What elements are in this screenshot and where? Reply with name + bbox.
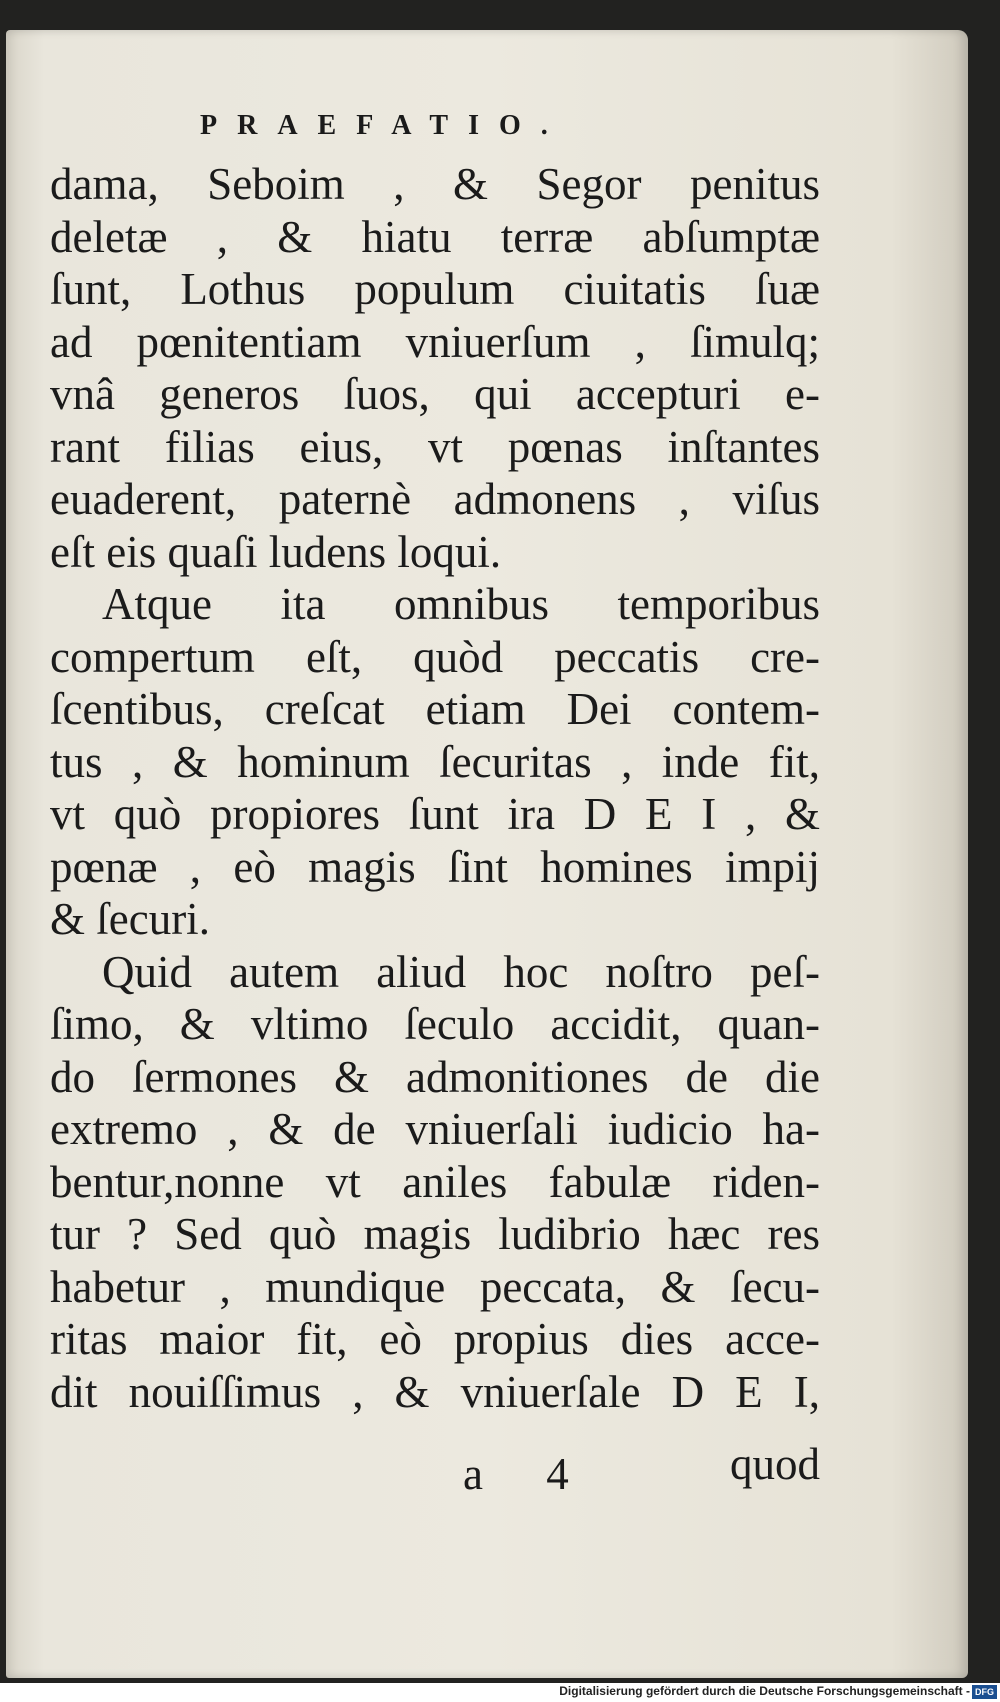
text-line: deletæ , & hiatu terræ abſumptæ <box>50 211 820 262</box>
text-line: tur ? Sed quò magis ludibrio hæc res <box>50 1209 820 1259</box>
text-line: Atque ita omnibus temporibus <box>102 579 820 629</box>
text-line: dit nouiſſimus , & vniuerſale D E I, <box>50 1366 820 1417</box>
body-text <box>50 158 820 1418</box>
text-line: vt quò propiores ſunt ira D E I , & <box>50 789 820 839</box>
text-line: ad pœnitentiam vniuerſum , ſimulq; <box>50 316 820 367</box>
signature-mark: a 4 <box>463 1449 595 1499</box>
text-line: & ſecuri. <box>50 894 210 944</box>
page-footer <box>50 1439 820 1508</box>
running-header: PRAEFATIO. <box>200 110 568 141</box>
catchword: quod <box>730 1439 820 1489</box>
text-line: dama, Seboim , & Segor penitus <box>50 159 820 209</box>
text-line: compertum eſt, quòd peccatis cre- <box>50 631 820 682</box>
text-line: ſunt, Lothus populum ciuitatis ſuæ <box>50 264 820 314</box>
text-line: tus , & hominum ſecuritas , inde fit, <box>50 736 820 787</box>
text-line: euaderent, paternè admonens , viſus <box>50 474 820 524</box>
text-line: rant filias eius, vt pœnas inſtantes <box>50 421 820 472</box>
text-line: extremo , & de vniuerſali iudicio ha- <box>50 1104 820 1154</box>
text-line: habetur , mundique peccata, & ſecu- <box>50 1261 820 1312</box>
text-line: do ſermones & admonitiones de die <box>50 1051 820 1102</box>
text-line: ſcentibus, creſcat etiam Dei contem- <box>50 684 820 734</box>
text-line: Quid autem aliud hoc noſtro peſ- <box>102 946 820 997</box>
funding-credit: Digitalisierung gefördert durch die Deutsche Forschungsgemeinschaft - <box>559 1684 970 1698</box>
text-line: vnâ generos ſuos, qui accepturi e- <box>50 369 820 419</box>
text-line: eſt eis quaſi ludens loqui. <box>50 526 502 577</box>
text-line: ſimo, & vltimo ſeculo accidit, quan- <box>50 999 820 1049</box>
text-line: pœnæ , eò magis ſint homines impij <box>50 841 820 892</box>
credit-bar <box>0 1683 1000 1702</box>
dfg-logo-icon: DFG <box>972 1685 997 1699</box>
text-line: ritas maior fit, eò propius dies acce- <box>50 1314 820 1364</box>
text-line: bentur,nonne vt aniles fabulæ riden- <box>50 1156 820 1207</box>
